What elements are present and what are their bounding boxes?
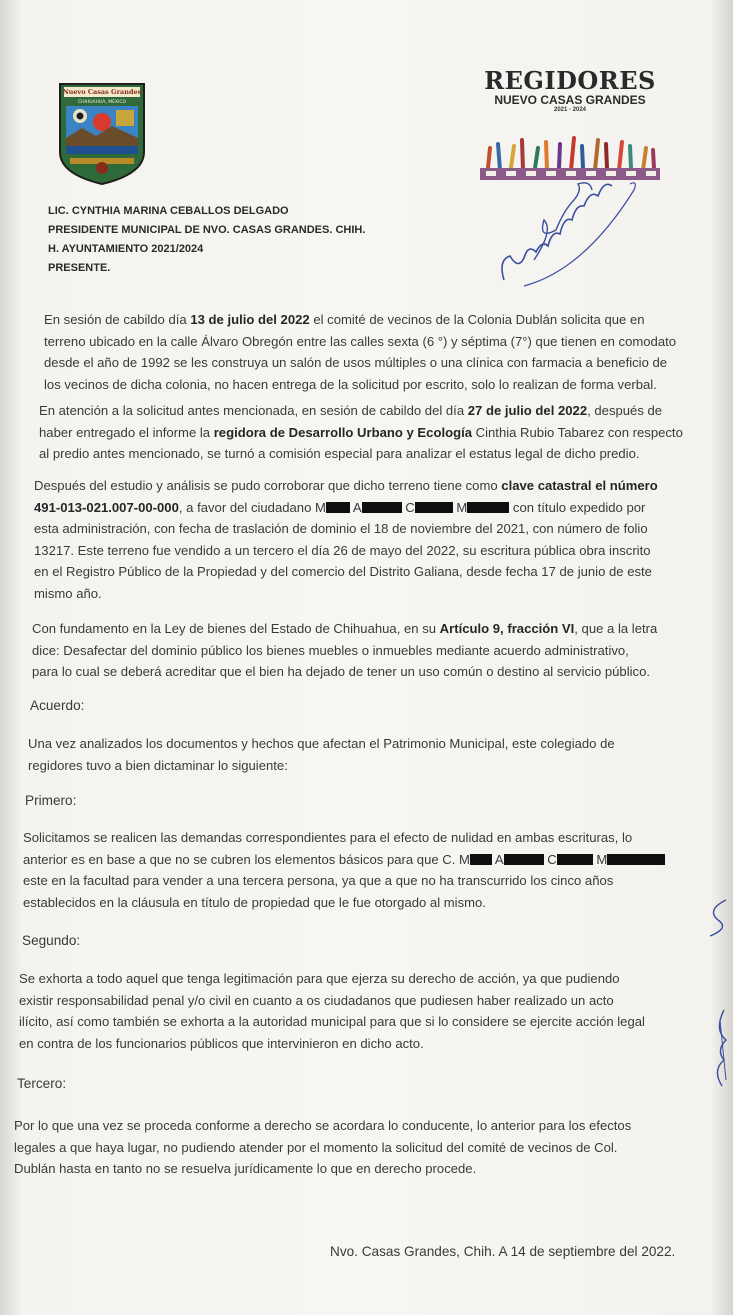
- redaction-bar: [415, 502, 453, 513]
- addressee-presente: PRESENTE.: [48, 262, 111, 274]
- regidores-subtitle: NUEVO CASAS GRANDES: [494, 93, 646, 107]
- redaction-bar: [504, 854, 544, 865]
- redaction-bar: [467, 502, 509, 513]
- closing-date-line: Nvo. Casas Grandes, Chih. A 14 de septiembre del 2022.: [330, 1244, 676, 1259]
- paragraph-8: Por lo que una vez se proceda conforme a derecho se acordara lo conducente, lo anterior para los efectos legales a que haya lugar, no pudiendo atender por el momento la solicitud del comité de vecinos de Col. Dublán hasta en tanto no se resuelva jurídicamente lo que en derecho procede.: [14, 1118, 632, 1176]
- redaction-bar: [362, 502, 402, 513]
- handwritten-signature: [494, 160, 644, 300]
- redaction-bar: [470, 854, 492, 865]
- tercero-heading: Tercero:: [17, 1076, 67, 1091]
- acuerdo-heading: Acuerdo:: [30, 698, 85, 713]
- paragraph-4: Con fundamento en la Ley de bienes del Estado de Chihuahua, en su Artículo 9, fracción VI, que a la letra dice: Desafectar del dominio público los bienes muebles o inmuebles mediante acuerdo administrativo, para lo cual se deberá acreditar que el bien ha dejado de tener un uso común o destino al servicio público.: [32, 621, 658, 679]
- primero-heading: Primero:: [25, 793, 77, 808]
- crest-region: CHIHUAHUA, MEXICO: [77, 100, 127, 105]
- paragraph-2: En atención a la solicitud antes mencionada, en sesión de cabildo del día 27 de julio del 2022, después de haber entregado el informe la regidora de Desarrollo Urbano y Ecología Cinthia Rubio Tabarez con respecto al predio antes mencionado, se turnó a comisión especial para analizar el estatus legal de dicho predio.: [39, 403, 683, 461]
- redaction-bar: [326, 502, 350, 513]
- paragraph-5: Una vez analizados los documentos y hechos que afectan el Patrimonio Municipal, este colegiado de regidores tuvo a bien dictaminar lo siguiente:: [28, 736, 615, 773]
- addressee-position: PRESIDENTE MUNICIPAL DE NVO. CASAS GRANDES. CHIH.: [48, 224, 366, 236]
- addressee-name: LIC. CYNTHIA MARINA CEBALLOS DELGADO: [48, 205, 289, 217]
- regidores-years: 2021 - 2024: [553, 107, 587, 113]
- paragraph-6: Solicitamos se realicen las demandas correspondientes para el efecto de nulidad en ambas escrituras, lo anterior es en base a que no se cubren los elementos básicos para que C. M A C M este en la facultad para vender a una tercera persona, ya que a que no ha transcurrido los cinco años establecidos en la cláusula en título de propiedad que le fue otorgado al mismo.: [23, 827, 665, 913]
- paragraph-1: En sesión de cabildo día 13 de julio del 2022 el comité de vecinos de la Colonia Dublán solicita que en terreno ubicado en la calle Álvaro Obregón entre las calles sexta (6 °) y séptima (7°) que tienen en comodato desde el año de 1992 se les construya un salón de usos múltiples o una clínica con farmacia a beneficio de los vecinos de dicha colonia, no hacen entrega de la solicitud por escrito, solo lo realizan de forma verbal.: [44, 312, 677, 392]
- municipal-crest-logo: [56, 82, 148, 186]
- margin-signature-marks: [696, 880, 733, 1100]
- segundo-heading: Segundo:: [22, 933, 81, 948]
- redaction-bar: [557, 854, 593, 865]
- paragraph-3: Después del estudio y análisis se pudo corroborar que dicho terreno tiene como clave catastral el número 491-013-021.007-00-000, a favor del ciudadano M A C M con título expedido por esta administración, con fecha de traslación de dominio el 18 de noviembre del 2021, con número de folio 13217. Este terreno fue vendido a un tercero el día 26 de mayo del 2022, su escritura pública obra inscrito en el Registro Público de la Propiedad y del comercio del Distrito Galiana, desde fecha 17 de junio de este mismo año.: [34, 478, 658, 601]
- crest-name: Nuevo Casas Grandes: [62, 88, 142, 96]
- regidores-logo: [480, 66, 660, 113]
- addressee-ayuntamiento: H. AYUNTAMIENTO 2021/2024: [48, 243, 204, 255]
- addressee-block: [48, 202, 365, 278]
- redaction-bar: [607, 854, 665, 865]
- regidores-title: REGIDORES: [484, 66, 656, 95]
- paragraph-7: Se exhorta a todo aquel que tenga legitimación para que ejerza su derecho de acción, ya que pudiendo existir responsabilidad penal y/o civil en cuanto a os ciudadanos que pudiesen haber realizado un acto ilícito, así como también se exhorta a la autoridad municipal para que si lo considere se ejercite acción legal en contra de los funcionarios públicos que intervinieron en dicho acto.: [19, 971, 645, 1051]
